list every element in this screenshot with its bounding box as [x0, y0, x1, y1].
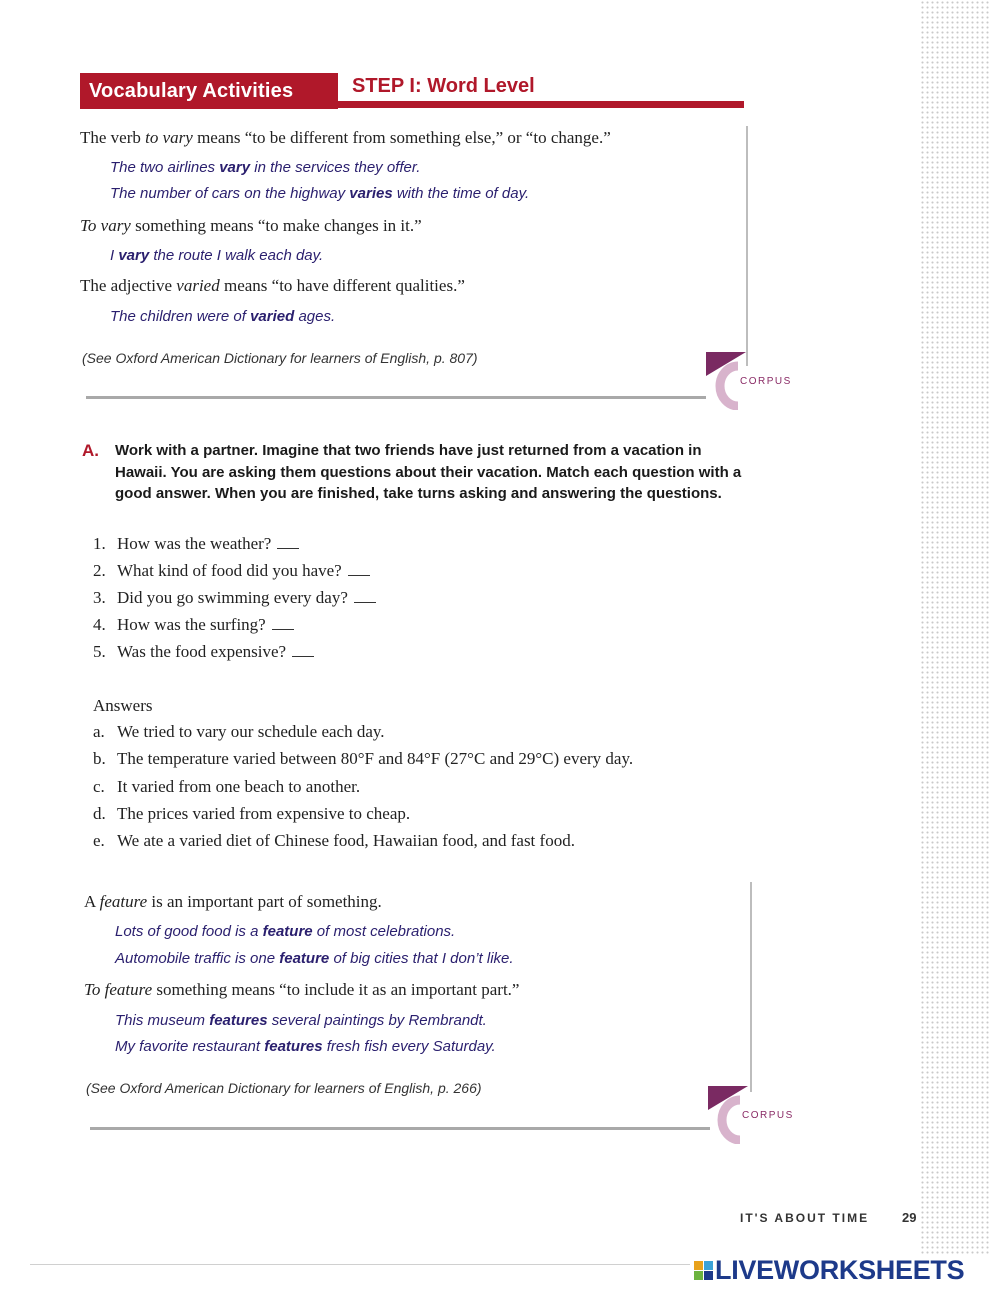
answer-blank[interactable]	[348, 562, 370, 576]
example-text: I	[110, 247, 119, 264]
definition-line	[80, 276, 465, 296]
example-sentence	[115, 1012, 487, 1029]
answer-text: We ate a varied diet of Chinese food, Hawaiian food, and fast food.	[117, 831, 575, 850]
question-number: 2.	[93, 561, 106, 580]
example-text: ages.	[294, 308, 336, 325]
question-text: What kind of food did you have?	[117, 561, 342, 580]
answers-heading: Answers	[93, 696, 153, 715]
question-number: 1.	[93, 534, 106, 553]
definition-text: is an important part of something.	[147, 892, 382, 911]
example-sentence	[110, 247, 323, 264]
corpus-label: CORPUS	[742, 1110, 794, 1121]
example-keyword: vary	[118, 247, 150, 264]
example-text: The two airlines	[110, 159, 220, 176]
question-text: Was the food expensive?	[117, 642, 287, 661]
section-header	[80, 73, 744, 110]
corpus-logo	[706, 1084, 796, 1144]
example-keyword: features	[209, 1012, 268, 1029]
example-text: fresh fish every Saturday.	[322, 1038, 496, 1055]
definition-line	[84, 980, 519, 1000]
liveworksheets-wordmark: LIVEWORKSHEETS	[715, 1255, 965, 1285]
example-sentence	[115, 923, 455, 940]
answer-letter: d.	[93, 804, 106, 823]
example-sentence	[110, 185, 529, 202]
question-number: 4.	[93, 615, 106, 634]
definition-text: The verb	[80, 128, 146, 147]
definition-line	[80, 216, 422, 236]
dotted-margin-pattern	[920, 0, 990, 1255]
question-number: 5.	[93, 642, 106, 661]
running-footer-title: IT'S ABOUT TIME	[740, 1211, 870, 1225]
answer-text: We tried to vary our schedule each day.	[117, 722, 385, 741]
example-text: This museum	[115, 1012, 210, 1029]
answer-text: It varied from one beach to another.	[117, 777, 361, 796]
example-keyword: varies	[349, 185, 393, 202]
question-text: Did you go swimming every day?	[117, 588, 348, 607]
box-right-border	[746, 126, 748, 366]
answer-blank[interactable]	[292, 643, 314, 657]
corpus-logo	[704, 350, 794, 410]
dictionary-reference: (See Oxford American Dictionary for learners of English, p. 266)	[86, 1080, 482, 1096]
question-text: How was the surfing?	[117, 615, 266, 634]
definition-term: To feature	[84, 980, 153, 999]
example-keyword: varied	[250, 308, 295, 325]
answer-text: The temperature varied between 80°F and 84°F (27°C and 29°C) every day.	[117, 749, 634, 768]
definition-text: means “to be different from something else,” or “to change.”	[192, 128, 611, 147]
example-keyword: feature	[262, 923, 313, 940]
definition-line	[84, 892, 382, 912]
definition-text: something means “to make changes in it.”	[130, 216, 422, 235]
answer-text: The prices varied from expensive to cheap.	[117, 804, 411, 823]
definition-box-feature	[84, 882, 752, 1134]
example-text: Automobile traffic is one	[115, 950, 280, 967]
page-number: 29	[902, 1210, 917, 1225]
definition-text: The adjective	[80, 276, 177, 295]
answer-letter: a.	[93, 722, 105, 741]
header-step-title: STEP I: Word Level	[352, 75, 535, 97]
example-text: My favorite restaurant	[115, 1038, 265, 1055]
example-text: of most celebrations.	[312, 923, 456, 940]
example-text: several paintings by Rembrandt.	[267, 1012, 487, 1029]
header-tab: Vocabulary Activities	[80, 73, 338, 109]
box-bottom-border	[86, 396, 706, 399]
liveworksheets-blocks-icon	[694, 1261, 714, 1281]
example-sentence	[115, 1038, 496, 1055]
answer-blank[interactable]	[277, 535, 299, 549]
example-sentence	[110, 159, 420, 176]
example-sentence	[115, 950, 514, 967]
example-keyword: vary	[219, 159, 251, 176]
definition-box-vary	[80, 126, 748, 401]
example-text: with the time of day.	[392, 185, 530, 202]
question-number: 3.	[93, 588, 106, 607]
dictionary-reference: (See Oxford American Dictionary for learners of English, p. 807)	[82, 350, 478, 366]
definition-term: varied	[176, 276, 220, 295]
example-text: of big cities that I don’t like.	[329, 950, 514, 967]
example-text: in the services they offer.	[250, 159, 421, 176]
definition-text: something means “to include it as an important part.”	[152, 980, 520, 999]
box-right-border	[750, 882, 752, 1092]
answer-blank[interactable]	[272, 616, 294, 630]
example-keyword: feature	[279, 950, 330, 967]
example-keyword: features	[264, 1038, 323, 1055]
answer-blank[interactable]	[354, 589, 376, 603]
activity-instructions: Work with a partner. Imagine that two friends have just returned from a vacation in Hawaii. You are asking them questions about their vacation. Match each question with a good answer. When you are finished, take turns asking and answering the questions.	[115, 442, 742, 502]
answer-letter: e.	[93, 831, 105, 850]
definition-term: To vary	[80, 216, 131, 235]
definition-text: means “to have different qualities.”	[219, 276, 465, 295]
box-bottom-border	[90, 1127, 710, 1130]
answer-letter: b.	[93, 749, 106, 768]
example-text: The children were of	[110, 308, 251, 325]
definition-term: feature	[99, 892, 148, 911]
corpus-label: CORPUS	[740, 376, 792, 387]
header-rule	[338, 101, 744, 108]
definition-text: A	[84, 892, 100, 911]
question-text: How was the weather?	[117, 534, 272, 553]
bottom-divider	[30, 1264, 690, 1265]
definition-line	[80, 128, 611, 148]
example-sentence	[110, 308, 335, 325]
example-text: the route I walk each day.	[149, 247, 324, 264]
liveworksheets-logo[interactable]	[694, 1255, 994, 1287]
answer-letter: c.	[93, 777, 105, 796]
example-text: The number of cars on the highway	[110, 185, 350, 202]
definition-term: to vary	[145, 128, 193, 147]
example-text: Lots of good food is a	[115, 923, 263, 940]
activity-letter: A.	[82, 441, 99, 460]
